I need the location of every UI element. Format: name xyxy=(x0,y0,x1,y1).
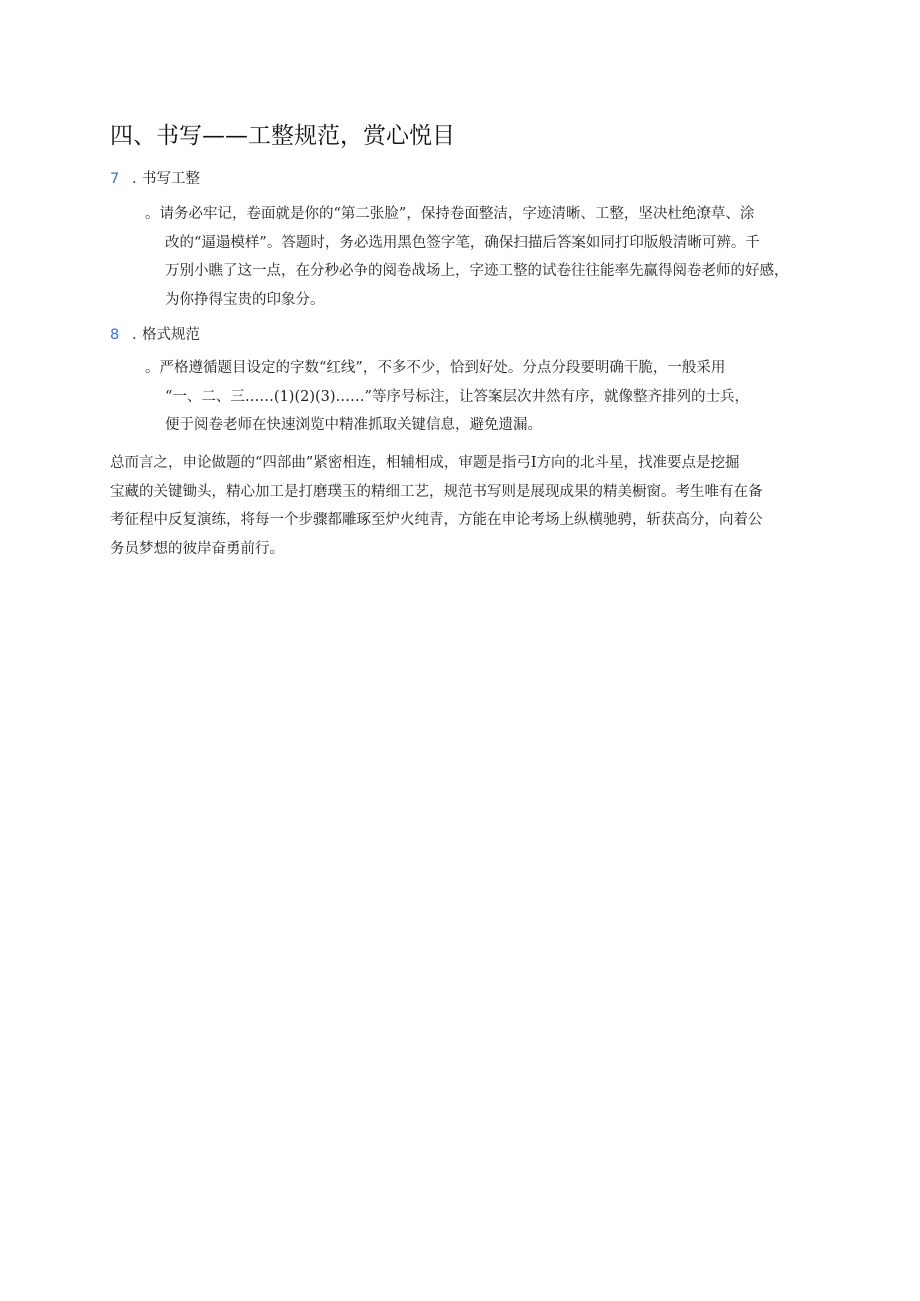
item-separator: . xyxy=(132,327,137,343)
summary-line: 宝藏的关键锄头，精心加工是打磨璞玉的精细工艺，规范书写则是展现成果的精美橱窗。考生唯有在备 xyxy=(110,483,763,500)
item-title-text: 书写工整 xyxy=(142,171,200,187)
body-line: 改的“逼遢模样”。答题时，务必选用黑色签字笔，确保扫描后答案如同打印版般清晰可辨。千 xyxy=(165,234,760,251)
item-body-handwriting xyxy=(145,200,815,315)
item-number: 8 xyxy=(110,327,120,343)
summary-paragraph xyxy=(110,449,810,564)
body-line: 为你挣得宝贵的印象分。 xyxy=(165,292,325,309)
summary-line: 总而言之，申论做题的“四部曲”紧密相连，相辅相成，审题是指弓I方向的北斗星，找准要点是挖掘 xyxy=(110,455,740,471)
body-line: 万别小瞧了这一点，在分秒必争的阅卷战场上，字迹工整的试卷往往能率先赢得阅卷老师的好感， xyxy=(165,263,789,280)
body-line: “一、二、三……(1)(2)(3)……”等序号标注，让答案层次井然有序，就像整齐排列的士兵， xyxy=(165,388,749,405)
body-line: 便于阅卷老师在快速浏览中精准抓取关键信息，避免遗漏。 xyxy=(165,417,542,434)
summary-line: 务员梦想的彼岸奋勇前行。 xyxy=(110,541,284,558)
summary-line: 考征程中反复演练，将每一个步骤都雕琢至炉火纯青，方能在申论考场上纵横驰骋，斩获高分，向着公 xyxy=(110,512,763,529)
item-title-handwriting xyxy=(110,167,200,191)
item-title-format xyxy=(110,323,200,347)
item-body-format xyxy=(145,354,815,440)
item-number: 7 xyxy=(110,171,120,187)
section-heading: 四、书写——工整规范，赏心悦目 xyxy=(110,123,455,149)
body-line: 。严格遵循题目设定的字数“红线”，不多不少，恰到好处。分点分段要明确干脆，一般采用 xyxy=(145,360,726,376)
item-title-text: 格式规范 xyxy=(142,327,200,343)
body-line: 。请务必牢记，卷面就是你的“第二张脸”，保持卷面整洁，字迹清晰、工整，坚决杜绝潦草、涂 xyxy=(145,206,755,222)
item-separator: . xyxy=(132,171,137,187)
